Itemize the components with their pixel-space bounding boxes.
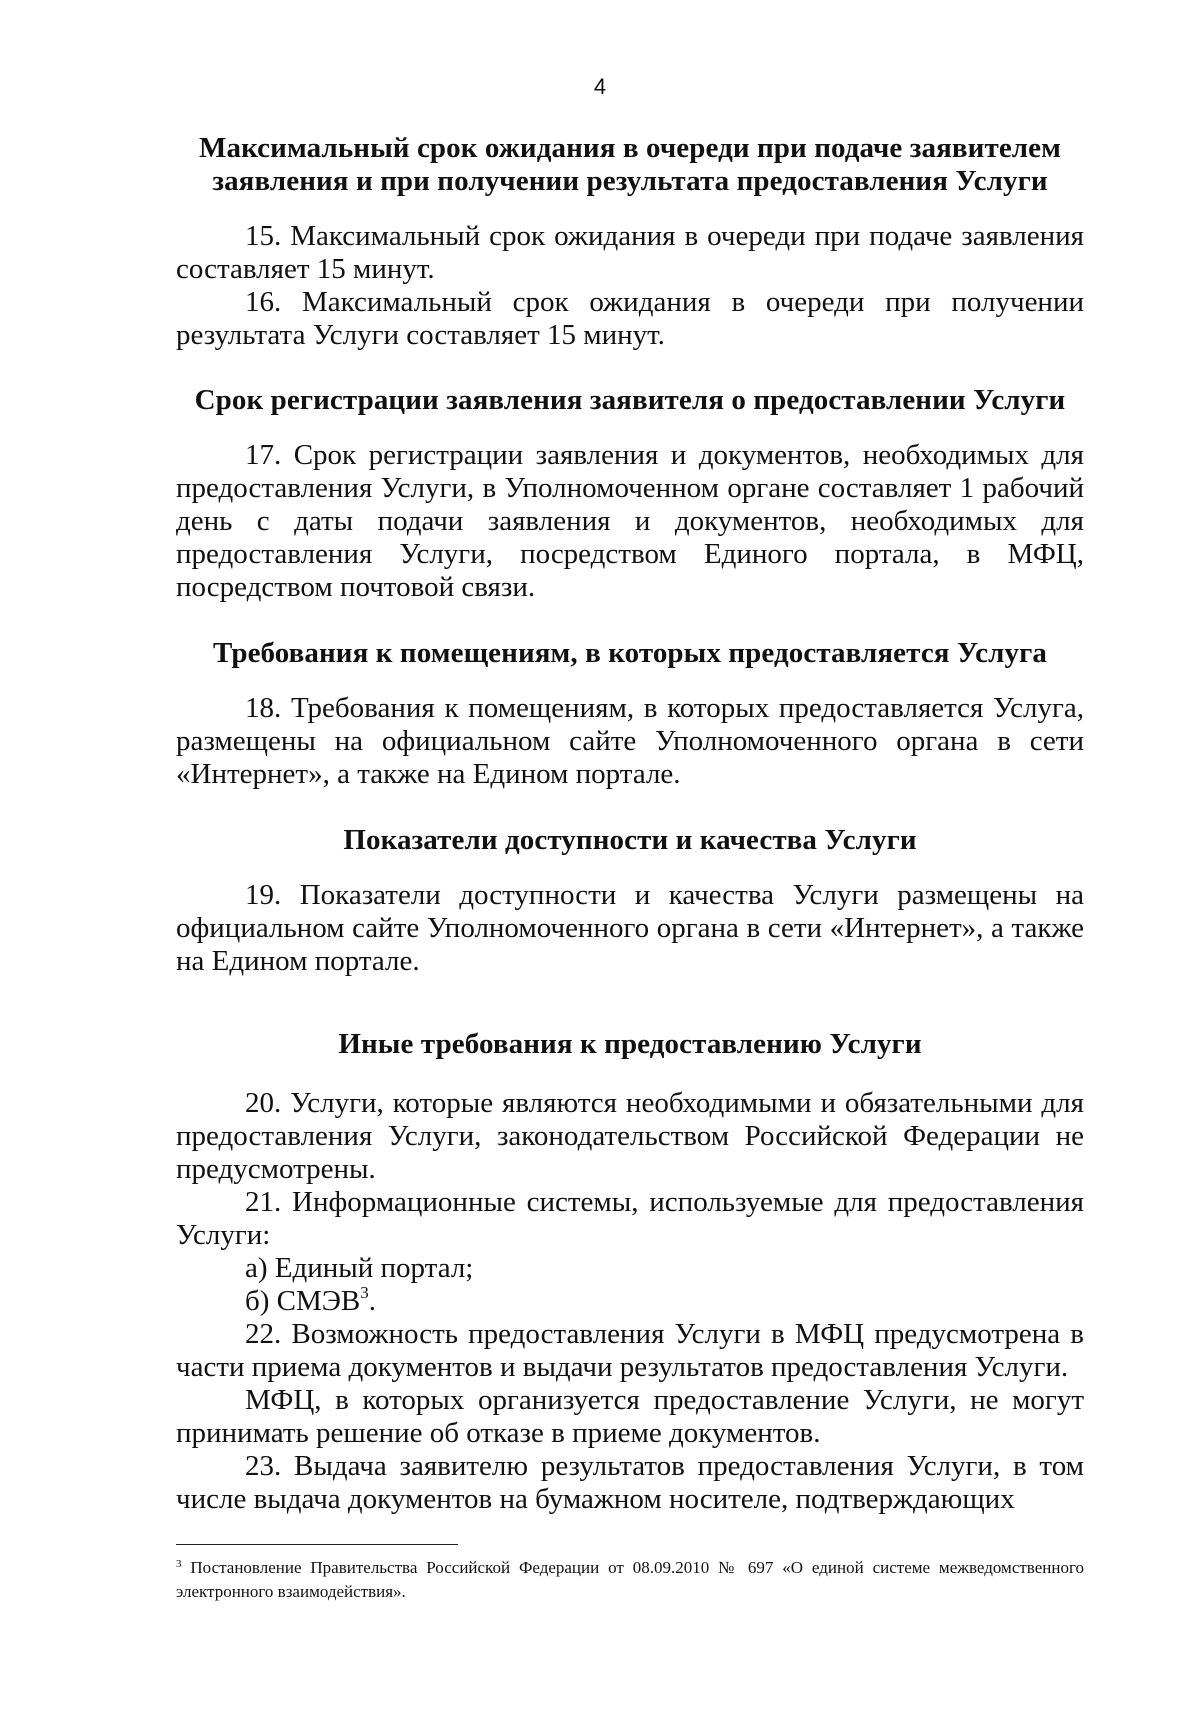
heading-line: Максимальный срок ожидания в очереди при подаче заявителем	[199, 132, 1061, 164]
document-body	[176, 132, 1084, 1516]
footnote-marker: 3	[176, 1558, 182, 1570]
paragraph-20: 20. Услуги, которые являются необходимыми и обязательными для предоставления Услуги, законодательством Российской Федерации не предусмотрены.	[176, 1087, 1084, 1185]
section-heading-premises: Требования к помещениям, в которых предоставляется Услуга	[213, 637, 1047, 669]
section-heading-accessibility: Показатели доступности и качества Услуги	[343, 824, 917, 856]
paragraph-18: 18. Требования к помещениям, в которых предоставляется Услуга, размещены на официальном сайте Уполномоченного органа в сети «Интернет», а также на Едином портале.	[176, 692, 1084, 790]
paragraph-17: 17. Срок регистрации заявления и документов, необходимых для предоставления Услуги, в Уполномоченном органе составляет 1 рабочий день с даты подачи заявления и документов, необходимых для предоставления Услуги, посредством Единого портала, в МФЦ, посредством почтовой связи.	[176, 439, 1084, 603]
paragraph-15: 15. Максимальный срок ожидания в очереди при подаче заявления составляет 15 минут.	[176, 220, 1084, 285]
list-item-b-text: б) СМЭВ	[245, 1285, 361, 1317]
section-heading-other-requirements: Иные требования к предоставлению Услуги	[338, 1028, 922, 1060]
paragraph-19: 19. Показатели доступности и качества Услуги размещены на официальном сайте Уполномоченного органа в сети «Интернет», а также на Едином портале.	[176, 879, 1084, 977]
paragraph-mfc: МФЦ, в которых организуется предоставление Услуги, не могут принимать решение об отказе в приеме документов.	[176, 1384, 1084, 1449]
section-heading-registration: Срок регистрации заявления заявителя о предоставлении Услуги	[194, 384, 1066, 416]
footnote-separator	[176, 1544, 458, 1545]
footnote	[176, 1556, 1084, 1604]
heading-line: заявления и при получении результата предоставления Услуги	[212, 165, 1048, 197]
paragraph-16: 16. Максимальный срок ожидания в очереди при получении результата Услуги составляет 15 минут.	[176, 286, 1084, 351]
paragraph-21: 21. Информационные системы, используемые для предоставления Услуги:	[176, 1186, 1084, 1251]
page-number: 4	[593, 74, 607, 99]
footnote-reference: 3	[360, 1283, 369, 1302]
footnote-text: Постановление Правительства Российской Федерации от 08.09.2010 № 697 «О единой системе межведомственного электронного взаимодействия».	[176, 1558, 1085, 1601]
paragraph-22: 22. Возможность предоставления Услуги в МФЦ предусмотрена в части приема документов и выдачи результатов предоставления Услуги.	[176, 1318, 1084, 1383]
list-item-a: а) Единый портал;	[245, 1252, 474, 1284]
list-item-b: б) СМЭВ$^3$.	[245, 1283, 377, 1317]
paragraph-23: 23. Выдача заявителю результатов предоставления Услуги, в том числе выдача документов на бумажном носителе, подтверждающих	[176, 1450, 1084, 1515]
section-heading-queue-wait	[176, 132, 1084, 198]
